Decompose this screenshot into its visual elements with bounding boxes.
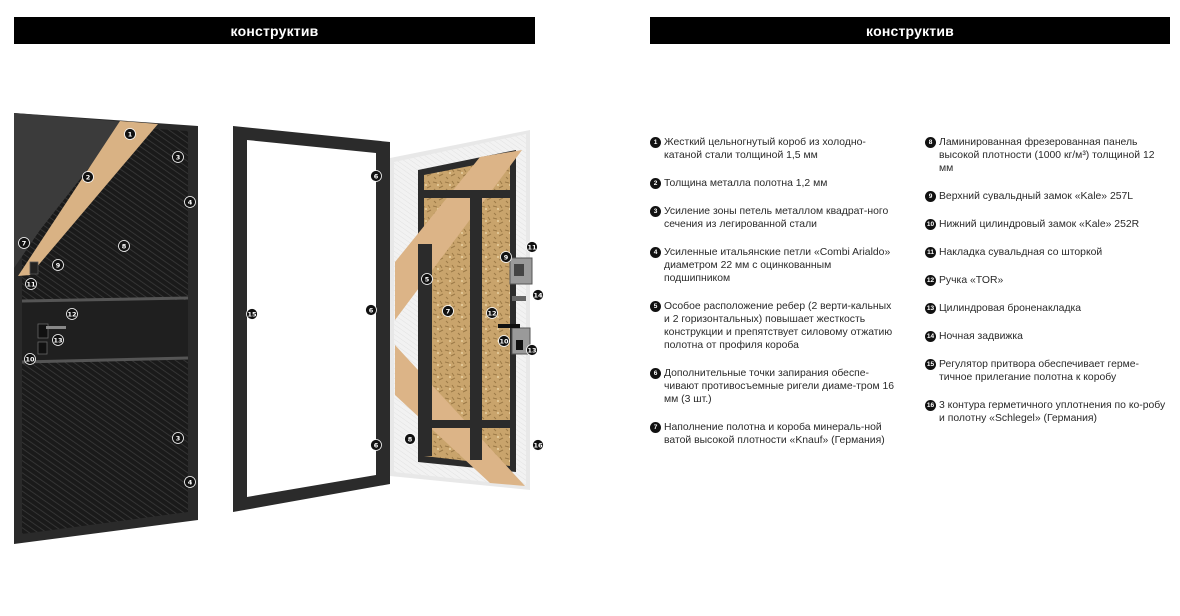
legend-number: 14 bbox=[926, 333, 935, 340]
marker-label: 9 bbox=[55, 261, 61, 270]
legend-text: Толщина металла полотна 1,2 мм bbox=[664, 178, 828, 189]
door-diagram bbox=[0, 0, 560, 616]
legend-item-9 bbox=[925, 190, 1170, 203]
legend-right bbox=[925, 136, 1170, 440]
legend-number: 4 bbox=[650, 247, 661, 258]
marker-6 bbox=[371, 440, 382, 451]
marker-11 bbox=[527, 242, 538, 253]
marker-12 bbox=[67, 309, 78, 320]
marker-2 bbox=[83, 172, 94, 183]
marker-3 bbox=[173, 152, 184, 163]
marker-label: 6 bbox=[373, 172, 379, 181]
legend-text: Дополнительные точки запирания обеспе-чивают противосъемные ригели диаме-тром 16 мм (3 шт.) bbox=[664, 368, 895, 405]
marker-7 bbox=[443, 306, 454, 317]
marker-label: 4 bbox=[187, 198, 193, 207]
marker-label: 3 bbox=[175, 153, 181, 162]
marker-4 bbox=[185, 197, 196, 208]
marker-label: 10 bbox=[25, 355, 35, 364]
marker-9 bbox=[501, 252, 512, 263]
marker-9 bbox=[53, 260, 64, 271]
marker-label: 11 bbox=[26, 280, 36, 289]
marker-label: 9 bbox=[503, 253, 509, 262]
marker-16 bbox=[533, 440, 544, 451]
marker-8 bbox=[119, 241, 130, 252]
legend-text: Наполнение полотна и короба минераль-ной ватой высокой плотности «Knauf» (Германия) bbox=[664, 422, 885, 446]
marker-label: 10 bbox=[499, 337, 509, 346]
legend-text: Ламинированная фрезерованная панель высокой плотности (1000 кг/м³) толщиной 12 мм bbox=[939, 137, 1155, 174]
marker-label: 7 bbox=[445, 307, 451, 316]
legend-item-14 bbox=[925, 330, 1170, 343]
legend-item-15 bbox=[925, 358, 1170, 384]
marker-13 bbox=[53, 335, 64, 346]
legend-item-12 bbox=[925, 274, 1170, 287]
legend-number: 5 bbox=[650, 301, 661, 312]
legend-item-4 bbox=[650, 246, 895, 285]
header-bar-right bbox=[650, 17, 1170, 44]
marker-label: 5 bbox=[424, 275, 430, 284]
marker-label: 3 bbox=[175, 434, 181, 443]
legend-item-1 bbox=[650, 136, 895, 162]
marker-4 bbox=[185, 477, 196, 488]
legend-text: Цилиндровая броненакладка bbox=[939, 303, 1082, 314]
marker-12 bbox=[487, 308, 498, 319]
legend-number: 10 bbox=[926, 221, 935, 228]
marker-label: 7 bbox=[21, 239, 27, 248]
marker-label: 4 bbox=[187, 478, 193, 487]
legend-number: 15 bbox=[926, 361, 935, 368]
legend-item-2 bbox=[650, 177, 895, 190]
marker-6 bbox=[366, 305, 377, 316]
marker-label: 6 bbox=[368, 306, 374, 315]
legend-number: 2 bbox=[650, 178, 661, 189]
legend-number: 13 bbox=[926, 305, 935, 312]
legend-text: Накладка сувальдная со шторкой bbox=[939, 247, 1103, 258]
marker-label: 14 bbox=[533, 291, 543, 300]
marker-label: 15 bbox=[247, 310, 257, 319]
marker-10 bbox=[25, 354, 36, 365]
header-title-right: конструктив bbox=[866, 22, 954, 39]
marker-label: 2 bbox=[85, 173, 91, 182]
marker-14 bbox=[533, 290, 544, 301]
marker-15 bbox=[247, 309, 258, 320]
legend-number: 3 bbox=[650, 206, 661, 217]
legend-number: 8 bbox=[925, 137, 936, 148]
legend-item-13 bbox=[925, 302, 1170, 315]
header-title-left: конструктив bbox=[230, 22, 319, 39]
legend-item-10 bbox=[925, 218, 1170, 231]
legend-text: Ручка «TOR» bbox=[939, 275, 1004, 286]
marker-10 bbox=[499, 336, 510, 347]
legend-number: 1 bbox=[650, 137, 661, 148]
legend-text: Регулятор притвора обеспечивает гермe-тичное прилегание полотна к коробу bbox=[939, 359, 1140, 383]
marker-13 bbox=[527, 345, 538, 356]
marker-label: 8 bbox=[407, 435, 413, 444]
legend-text: Жесткий цельногнутый короб из холодно-катаной стали толщиной 1,5 мм bbox=[664, 137, 866, 161]
marker-label: 6 bbox=[373, 441, 379, 450]
legend-item-6 bbox=[650, 367, 895, 406]
legend-number: 16 bbox=[926, 402, 935, 409]
marker-label: 11 bbox=[527, 243, 537, 252]
legend-number: 6 bbox=[650, 368, 661, 379]
legend-text: Усиленные итальянские петли «Combi Arialdo» диаметром 22 мм с оцинкованным подшипником bbox=[664, 247, 891, 284]
legend-text: Ночная задвижка bbox=[939, 331, 1023, 342]
marker-label: 13 bbox=[53, 336, 63, 345]
legend-text: Особое расположение ребер (2 верти-кальных и 2 горизонтальных) повышает жесткость конструкции и препятствует силовому отжатию полотна от профиля короба bbox=[664, 301, 893, 351]
marker-6 bbox=[371, 171, 382, 182]
marker-label: 12 bbox=[67, 310, 77, 319]
legend-left bbox=[650, 136, 895, 462]
legend-number: 11 bbox=[925, 247, 936, 258]
legend-text: Нижний цилиндровый замок «Kale» 252R bbox=[939, 219, 1140, 230]
legend-number: 12 bbox=[926, 277, 935, 284]
legend-text: Усиление зоны петель металлом квадрат-ного сечения из легированной стали bbox=[664, 206, 889, 230]
marker-8 bbox=[405, 434, 416, 445]
marker-label: 16 bbox=[533, 441, 543, 450]
marker-3 bbox=[173, 433, 184, 444]
door-exterior bbox=[14, 113, 198, 544]
legend-text: Верхний сувальдный замок «Kale» 257L bbox=[939, 191, 1134, 202]
marker-1 bbox=[125, 129, 136, 140]
legend-item-16 bbox=[925, 399, 1170, 425]
marker-label: 1 bbox=[127, 130, 133, 139]
legend-item-8 bbox=[925, 136, 1170, 175]
legend-number: 7 bbox=[650, 422, 661, 433]
legend-item-5 bbox=[650, 300, 895, 352]
legend-item-11 bbox=[925, 246, 1170, 259]
marker-label: 13 bbox=[527, 346, 537, 355]
legend-number: 9 bbox=[925, 191, 936, 202]
legend-item-7 bbox=[650, 421, 895, 447]
legend-text: 3 контура герметичного уплотнения по ко-робу и полотну «Schlegel» (Германия) bbox=[939, 400, 1166, 424]
marker-11 bbox=[26, 279, 37, 290]
marker-label: 12 bbox=[487, 309, 497, 318]
marker-7 bbox=[19, 238, 30, 249]
marker-5 bbox=[422, 274, 433, 285]
legend-item-3 bbox=[650, 205, 895, 231]
door-open bbox=[233, 126, 532, 512]
marker-label: 8 bbox=[121, 242, 127, 251]
